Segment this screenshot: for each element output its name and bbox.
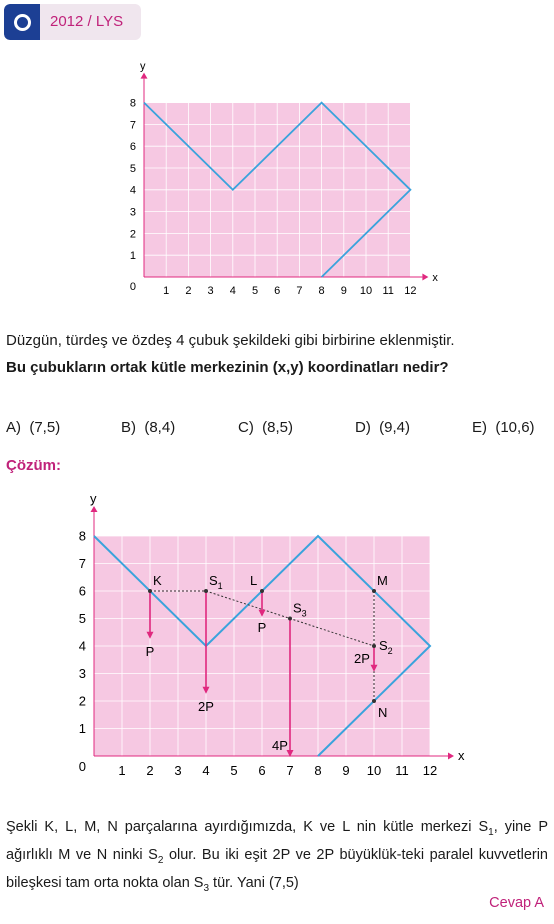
y-tick-label: 4 — [129, 184, 136, 197]
force-label: P — [257, 619, 267, 635]
y-tick-label: 1 — [78, 721, 86, 737]
x-tick-label: 8 — [314, 763, 322, 778]
x-tick-label: 1 — [118, 763, 126, 778]
x-tick-label: 9 — [340, 285, 347, 297]
y-tick-label: 6 — [129, 141, 136, 154]
x-tick-label: 4 — [202, 763, 210, 778]
choice-e[interactable]: E) (10,6) — [472, 419, 535, 436]
y-axis-arrow-icon — [141, 73, 148, 79]
point-marker — [372, 644, 376, 648]
question-statement: Düzgün, türdeş ve özdeş 4 çubuk şekildeki gibi birbirine eklenmiştir. — [6, 332, 455, 349]
choice-d[interactable]: D) (9,4) — [355, 419, 411, 436]
point-marker — [372, 699, 376, 703]
y-axis-label: y — [90, 491, 97, 506]
x-tick-label: 8 — [318, 285, 325, 297]
x-axis-arrow-icon — [422, 274, 428, 281]
y-tick-label: 8 — [129, 97, 136, 110]
y-tick-label: 7 — [78, 556, 86, 572]
x-tick-label: 2 — [146, 763, 154, 778]
point-marker — [288, 617, 292, 621]
point-marker — [260, 589, 264, 593]
force-label: 2P — [354, 650, 370, 666]
y-axis-arrow-icon — [91, 506, 98, 512]
force-label: 2P — [198, 698, 214, 714]
solution-explanation: Şekli K, L, M, N parçalarına ayırdığımızda, K ve L nin kütle merkezi $S_1$, yine P ağırlıklı M ve N ninki $S_2$ olur. Bu iki eşit 2P ve 2P büyüklük-teki paralel kuvvetlerin bileşkesi tam orta nokta olan $S_3$ tür. Yani (7,5) — [6, 819, 548, 894]
x-tick-label: 3 — [207, 285, 214, 297]
y-tick-label: 7 — [129, 119, 136, 132]
x-axis-label: x — [432, 272, 438, 284]
header-badge — [4, 4, 141, 40]
y-tick-label: 6 — [78, 583, 86, 599]
y-tick-label: 3 — [78, 666, 86, 682]
x-tick-label: 5 — [230, 763, 238, 778]
x-tick-label: 11 — [395, 763, 409, 778]
x-tick-label: 11 — [382, 285, 394, 297]
y-tick-label: 5 — [78, 611, 86, 627]
x-tick-label: 7 — [286, 763, 294, 778]
force-label: P — [145, 643, 155, 659]
point-label: $S_1$ — [209, 573, 223, 591]
x-axis-arrow-icon — [448, 753, 454, 760]
logo-icon — [4, 4, 40, 40]
force-label: 4P — [272, 738, 288, 753]
x-tick-label: 6 — [258, 763, 266, 778]
choice-c[interactable]: C) (8,5) — [238, 419, 294, 436]
point-label: $S_2$ — [379, 638, 393, 656]
x-tick-label: 7 — [296, 285, 303, 297]
x-tick-label: 10 — [359, 285, 373, 297]
point-label: K — [153, 573, 162, 588]
point-label: L — [250, 573, 258, 588]
choice-a[interactable]: A) (7,5) — [6, 419, 61, 436]
x-tick-label: 6 — [274, 285, 281, 297]
origin-label: 0 — [129, 281, 136, 293]
x-tick-label: 12 — [422, 763, 438, 778]
x-tick-label: 2 — [185, 285, 192, 297]
x-tick-label: 12 — [404, 285, 417, 297]
x-tick-label: 1 — [163, 285, 170, 297]
choice-b[interactable]: B) (8,4) — [121, 419, 176, 436]
point-marker — [372, 589, 376, 593]
x-tick-label: 10 — [366, 763, 382, 778]
question-prompt: Bu çubukların ortak kütle merkezinin (x,y) koordinatları nedir? — [6, 359, 449, 376]
y-tick-label: 1 — [129, 250, 136, 263]
solution-title: Çözüm: — [6, 457, 61, 474]
x-tick-label: 4 — [229, 285, 236, 297]
y-tick-label: 4 — [78, 638, 86, 654]
origin-label: 0 — [78, 759, 86, 774]
x-axis-label: x — [458, 748, 465, 763]
y-axis-label: y — [140, 62, 146, 73]
x-tick-label: 9 — [342, 763, 350, 778]
rods-chart — [128, 62, 448, 302]
x-tick-label: 5 — [251, 285, 259, 297]
exam-label: 2012 / LYS — [50, 13, 124, 30]
x-tick-label: 3 — [174, 763, 182, 778]
y-tick-label: 2 — [78, 693, 86, 709]
point-label: N — [378, 705, 388, 720]
y-tick-label: 5 — [129, 162, 136, 175]
solution-chart — [70, 484, 480, 782]
point-marker — [204, 589, 208, 593]
answer-label: Cevap A — [489, 895, 544, 911]
y-tick-label: 3 — [129, 206, 136, 219]
point-label: M — [377, 573, 388, 588]
point-label: $S_3$ — [293, 600, 307, 619]
y-tick-label: 2 — [129, 228, 136, 241]
point-marker — [148, 589, 152, 593]
y-tick-label: 8 — [78, 528, 86, 544]
